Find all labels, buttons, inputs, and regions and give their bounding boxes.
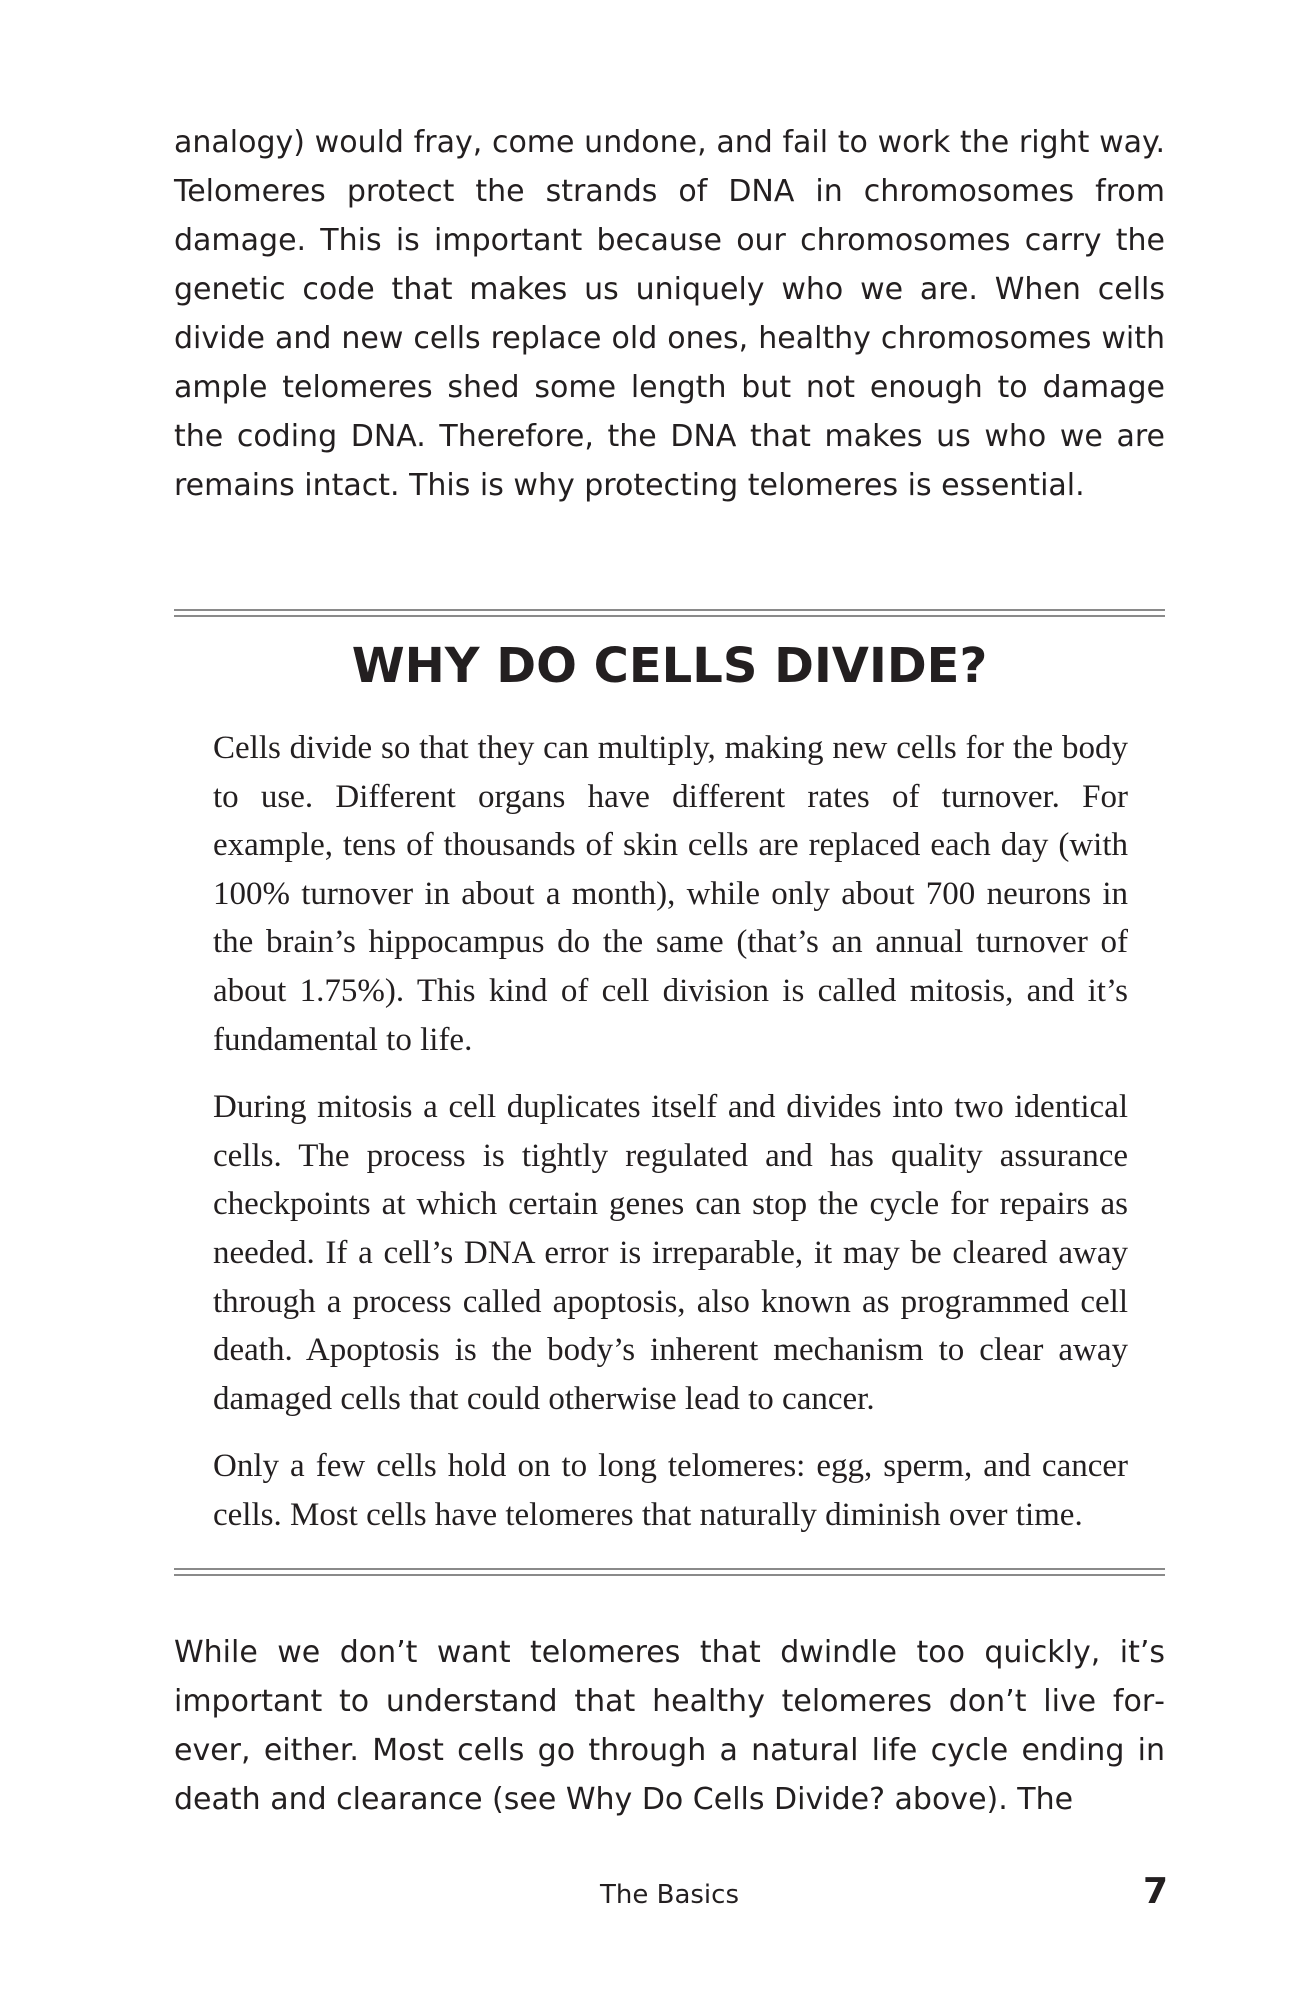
sidebar-bottom-rule — [174, 1568, 1165, 1576]
sidebar-paragraph-2: During mitosis a cell duplicates itself and divides into two identical cells. The process is tightly regulated and has quality assurance checkpoints at which certain genes can stop the cycle for repairs as needed. If a cell’s DNA error is irreparable, it may be cleared away through a process called apoptosis, also known as programmed cell death. Apoptosis is the body’s inherent mechanism to clear away damaged cells that could otherwise lead to cancer. — [213, 1089, 1128, 1417]
sidebar-paragraph-1: Cells divide so that they can multiply, making new cells for the body to use. Different organs have different rates of turnover. For example, tens of thousands of skin cells are replaced each day (with 100% turnover in about a month), while only about 700 neurons in the brain’s hippocampus do the same (that’s an annual turnover of about 1.75%). This kind of cell division is called mitosis, and it’s fundamental to life. — [213, 730, 1128, 1058]
sidebar-box — [213, 724, 1128, 1559]
body-paragraph-top: analogy) would fray, come undone, and fail to work the right way. Telomeres protect the strands of DNA in chromosomes from damage. This is important because our chromosomes carry the genetic code that makes us uniquely who we are. When cells divide and new cells replace old ones, healthy chromosomes with ample telomeres shed some length but not enough to damage the coding DNA. Therefore, the DNA that makes us who we are remains intact. This is why protecting telomeres is essential. — [174, 125, 1165, 503]
sidebar-top-rule — [174, 609, 1165, 617]
page-number: 7 — [1142, 1871, 1168, 1912]
sidebar-title: WHY DO CELLS DIVIDE? — [351, 638, 988, 694]
body-paragraph-bottom: While we don’t want telomeres that dwindle too quickly, it’s important to understand that healthy telomeres don’t live forever, either. Most cells go through a natural life cycle ending in death and clearance (see Why Do Cells Divide? above). The — [174, 1635, 1165, 1817]
running-footer: The Basics — [600, 1880, 740, 1910]
sidebar-paragraph-3: Only a few cells hold on to long telomeres: egg, sperm, and cancer cells. Most cells have telomeres that naturally diminish over time. — [213, 1448, 1128, 1533]
